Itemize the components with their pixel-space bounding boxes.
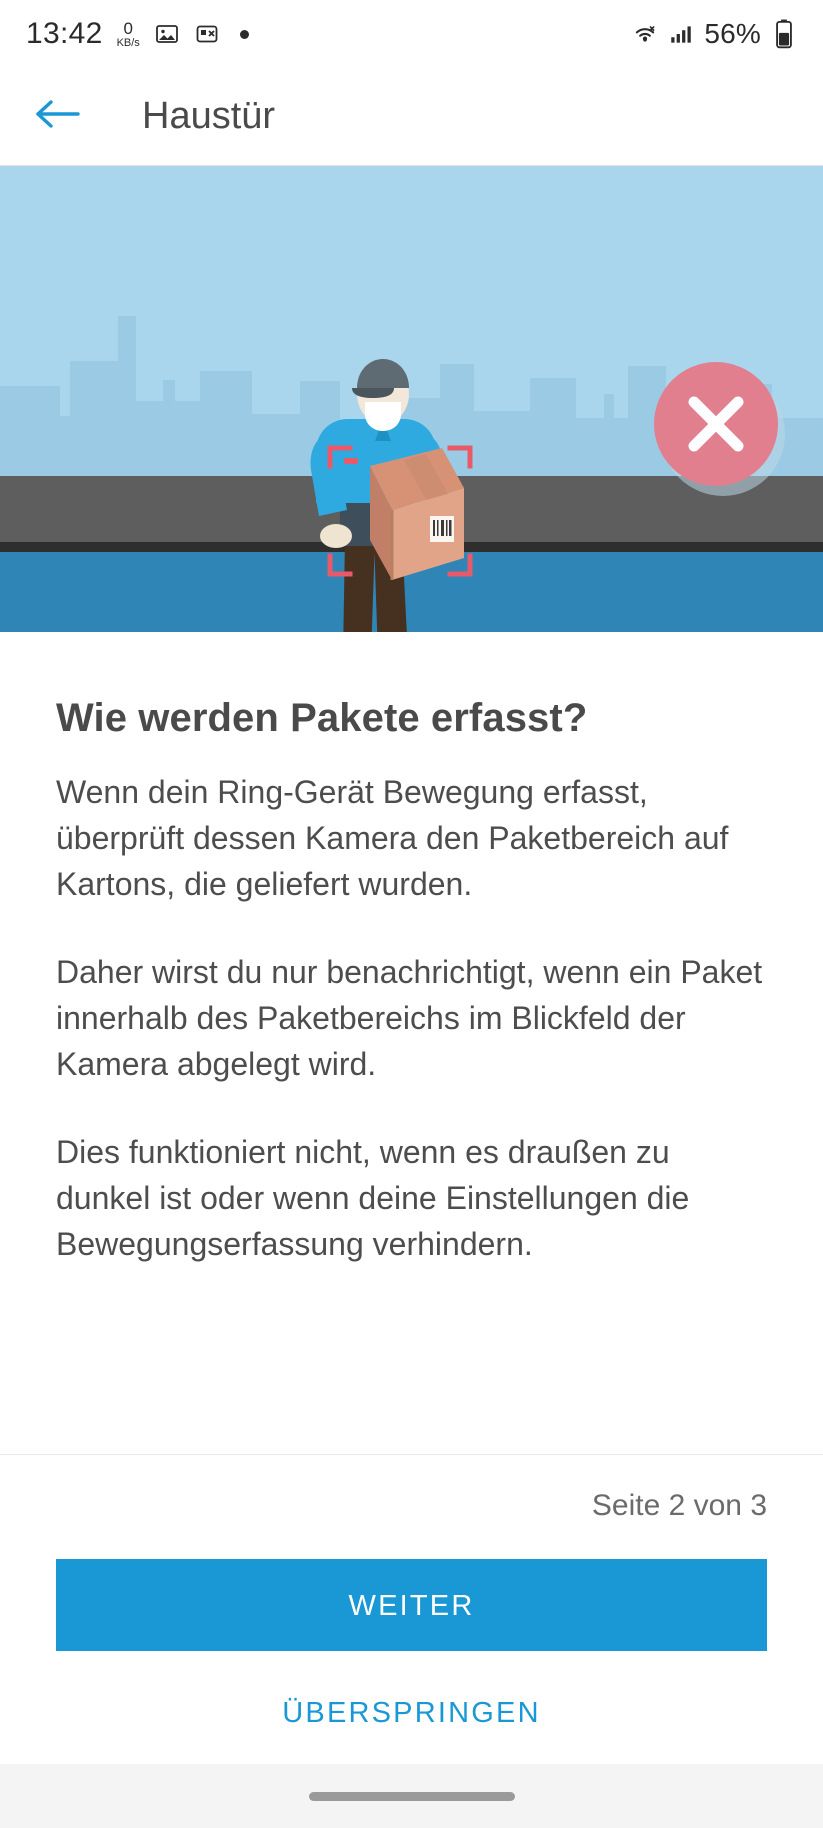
footer: [0, 1454, 823, 1828]
network-speed-indicator: [117, 20, 140, 49]
image-icon: [154, 21, 180, 47]
network-speed-value: 0: [123, 18, 133, 38]
status-clock: 13:42: [26, 17, 103, 50]
status-bar-left: [26, 17, 632, 51]
continue-button[interactable]: WEITER: [56, 1559, 767, 1651]
dot-icon: [240, 30, 249, 39]
status-bar-right: [632, 18, 797, 50]
app-notification-icon: [194, 21, 220, 47]
page-title: Haustür: [142, 95, 276, 137]
skip-button[interactable]: ÜBERSPRINGEN: [0, 1651, 823, 1764]
package-detection-illustration: [0, 166, 823, 632]
main-content: [0, 632, 823, 1267]
hero-illustration: [0, 166, 823, 632]
content-heading: Wie werden Pakete erfasst?: [56, 696, 588, 740]
app-bar: [0, 68, 823, 166]
content-paragraph-1: Wenn dein Ring-Gerät Bewegung erfasst, überprüft dessen Kamera den Paketbereich auf Kartons, die geliefert wurden.: [56, 774, 729, 902]
signal-icon: [668, 21, 694, 47]
wifi-icon: [632, 21, 658, 47]
back-button[interactable]: [34, 89, 90, 145]
content-paragraph-2: Daher wirst du nur benachrichtigt, wenn ein Paket innerhalb des Paketbereichs im Blickfeld der Kamera abgelegt wird.: [56, 954, 763, 1082]
battery-icon: [771, 21, 797, 47]
status-bar: [0, 0, 823, 68]
system-navigation-bar: [0, 1764, 823, 1828]
battery-percentage: 56%: [704, 18, 761, 49]
arrow-left-icon: [34, 95, 80, 138]
content-paragraph-3: Dies funktioniert nicht, wenn es draußen zu dunkel ist oder wenn deine Einstellungen die Bewegungserfassung verhindern.: [56, 1134, 690, 1262]
gesture-handle[interactable]: [309, 1792, 515, 1801]
page-indicator: Seite 2 von 3: [591, 1489, 767, 1522]
network-speed-unit: KB/s: [116, 36, 140, 49]
